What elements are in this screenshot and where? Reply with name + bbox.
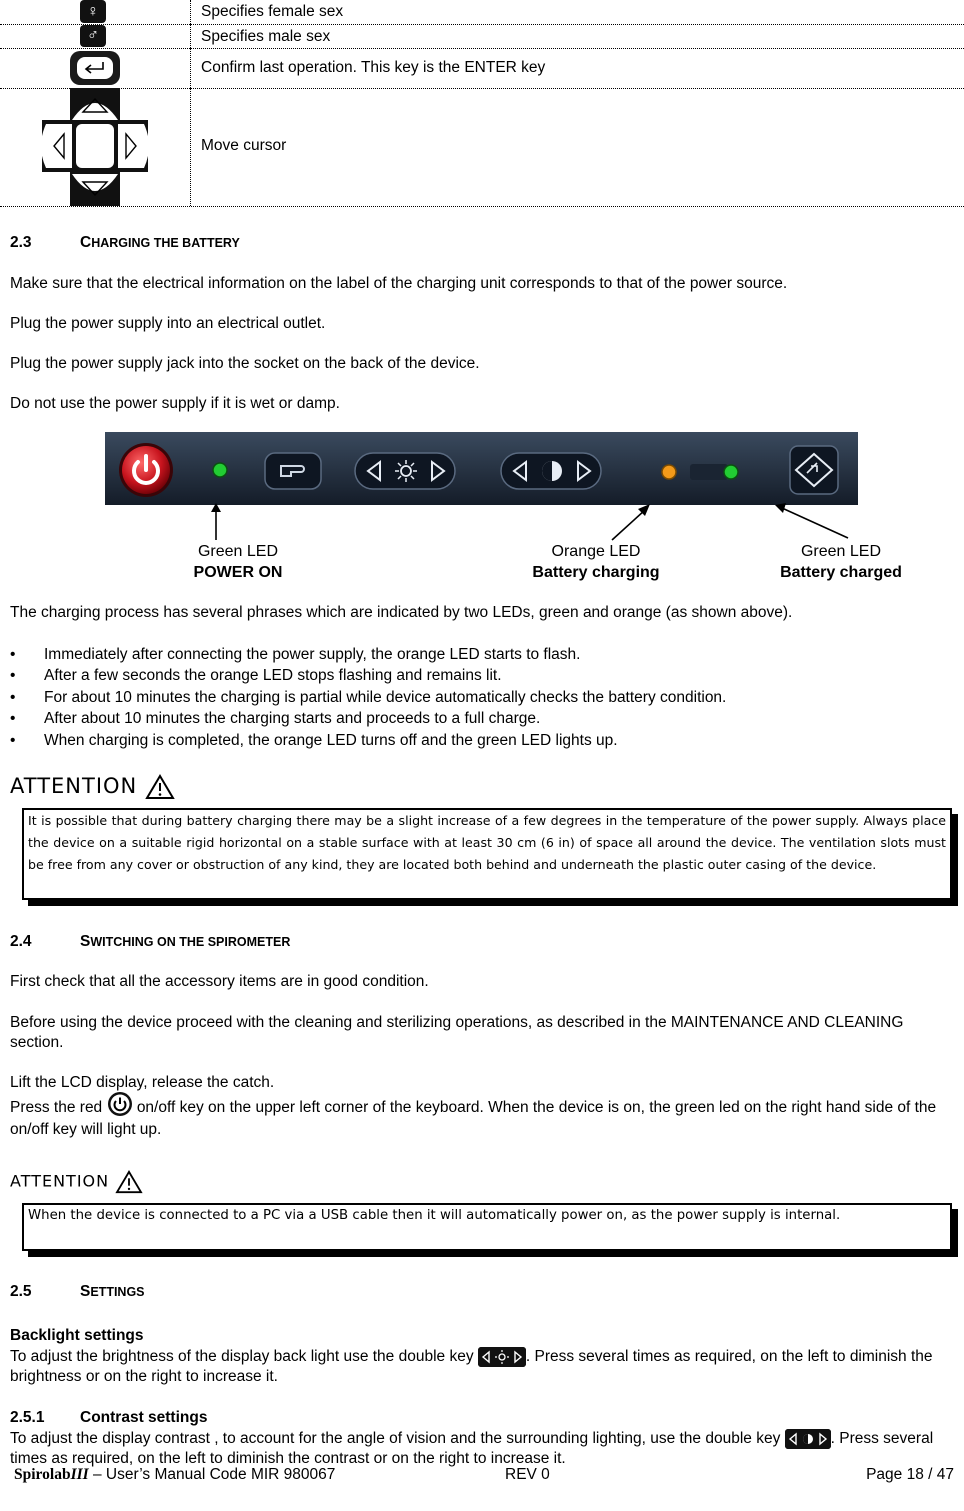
row-text: Specifies female sex <box>201 3 344 20</box>
list-item: • Immediately after connecting the power supply, the orange LED starts to flash. <box>10 644 950 665</box>
table-row <box>0 24 964 49</box>
paragraph: First check that all the accessory items are in good condition. <box>10 973 429 990</box>
section-heading-2-3 <box>10 234 240 252</box>
section-heading-2-4 <box>10 933 290 951</box>
attention-box: It is possible that during battery charging there may be a slight increase of a few degrees in the temperature of the power supply. Always place the device on a suitable rigid horizontal on a stable surface with at least 30 cm (6 in) of space all around the device. The ventilation slots must be free from any cover or obstruction of any kind, they are located both behind and underneath the plastic outer casing of the device. <box>22 808 952 900</box>
charged-led-caption <box>766 541 916 583</box>
list-item: • When charging is completed, the orange LED turns off and the green LED lights up. <box>10 730 950 751</box>
icon-cell <box>0 0 191 24</box>
section-title-initial: S <box>80 1283 91 1300</box>
section-number: 2.5.1 <box>10 1409 45 1426</box>
attention-label: ATTENTION <box>10 1171 110 1191</box>
caption-line: Green LED <box>800 543 882 560</box>
page-footer <box>14 1466 954 1484</box>
text-run: To adjust the display contrast , to account for the angle of vision and the surrounding lighting, use the double key <box>10 1430 781 1448</box>
text-run: To adjust the brightness of the display back light use the double key <box>10 1348 474 1366</box>
caption-line: Orange LED <box>551 543 641 560</box>
contrast-double-key-icon <box>785 1429 831 1449</box>
paragraph: Before using the device proceed with the cleaning and sterilizing operations, as described in the MAINTENANCE AND CLEANING section. <box>10 1014 904 1051</box>
table-row <box>0 0 964 25</box>
paragraph: Lift the LCD display, release the catch. <box>10 1074 275 1091</box>
caption-line-bold: POWER ON <box>193 564 283 581</box>
paragraph <box>10 1097 954 1141</box>
text-run: on/off key on the upper left corner of the keyboard. When the device is on, the green led on the right hand side of the on/off key will light up. <box>10 1099 937 1138</box>
page-number: Page 18 / 47 <box>866 1466 954 1483</box>
manual-code: – User’s Manual Code MIR 980067 <box>88 1466 336 1483</box>
attention-heading <box>10 774 175 800</box>
paragraph: Do not use the power supply if it is wet or damp. <box>10 395 340 412</box>
section-title: Contrast settings <box>80 1409 208 1426</box>
caption-line-bold: Battery charged <box>780 564 902 581</box>
text-run: Press the red <box>10 1099 103 1116</box>
enter-key-icon <box>70 51 120 85</box>
male-sex-icon: ♂ <box>80 25 106 47</box>
section-title-rest: HARGING THE BATTERY <box>91 236 240 250</box>
section-number: 2.3 <box>10 234 32 251</box>
list-item: • After a few seconds the orange LED stops flashing and remains lit. <box>10 665 950 686</box>
paragraph: Plug the power supply into an electrical outlet. <box>10 315 326 332</box>
table-row <box>0 88 964 207</box>
charging-led-icon <box>662 465 676 479</box>
paragraph <box>10 1429 954 1469</box>
warning-icon <box>115 1170 143 1194</box>
section-number: 2.4 <box>10 933 32 950</box>
backlight-key-icon <box>355 453 455 489</box>
product-name: Spirolab <box>14 1466 71 1483</box>
row-text: Confirm last operation. This key is the ENTER key <box>201 59 546 76</box>
row-text: Move cursor <box>201 137 287 154</box>
section-number: 2.5 <box>10 1283 32 1300</box>
charging-steps-list <box>10 644 950 751</box>
icon-cell <box>0 48 191 88</box>
revision: REV 0 <box>505 1466 550 1483</box>
text-run: . Press several times as required, on the left to diminish the brightness or on the right to increase it. <box>10 1348 933 1386</box>
icon-cell <box>0 24 191 48</box>
icon-cell <box>0 88 191 206</box>
keyboard-panel-image <box>105 432 858 505</box>
attention-heading <box>10 1170 143 1194</box>
row-text: Specifies male sex <box>201 28 331 45</box>
power-led-icon <box>213 463 227 477</box>
subheading: Backlight settings <box>10 1327 144 1344</box>
paragraph: Make sure that the electrical information on the label of the charging unit corresponds to that of the power source. <box>10 275 788 292</box>
power-key-icon <box>119 443 173 497</box>
warning-icon <box>145 774 175 800</box>
power-button-icon <box>107 1091 133 1117</box>
cursor-keys-icon <box>42 88 148 206</box>
paragraph <box>10 1347 954 1387</box>
list-item: • After about 10 minutes the charging starts and proceeds to a full charge. <box>10 708 950 729</box>
text-run: . Press several times as required, on the left to diminish the contrast or on the right to increase it. <box>10 1430 934 1468</box>
section-title-rest: WITCHING ON THE SPIROMETER <box>90 935 291 949</box>
power-led-caption <box>168 541 308 583</box>
paragraph: Plug the power supply jack into the socket on the back of the device. <box>10 355 480 372</box>
product-version: III <box>70 1466 89 1483</box>
charging-led-caption <box>516 541 676 583</box>
table-row <box>0 48 964 89</box>
caption-line: Green LED <box>197 543 279 560</box>
female-sex-icon: ♀ <box>80 0 106 23</box>
subsection-heading-2-5-1 <box>10 1409 207 1427</box>
charged-led-icon <box>724 465 738 479</box>
section-title-initial: C <box>80 234 92 251</box>
caption-line-bold: Battery charging <box>532 564 660 581</box>
section-title-rest: ETTINGS <box>90 1285 145 1299</box>
section-heading-2-5 <box>10 1283 145 1301</box>
backlight-double-key-icon <box>478 1347 526 1367</box>
attention-box: When the device is connected to a PC via a USB cable then it will automatically power on, as the power supply is internal. <box>22 1203 952 1251</box>
attention-label: ATTENTION <box>10 774 138 798</box>
paragraph: The charging process has several phrases which are indicated by two LEDs, green and orange (as shown above). <box>10 604 793 621</box>
list-item: • For about 10 minutes the charging is partial while device automatically checks the battery condition. <box>10 687 950 708</box>
section-title-initial: S <box>80 933 91 950</box>
